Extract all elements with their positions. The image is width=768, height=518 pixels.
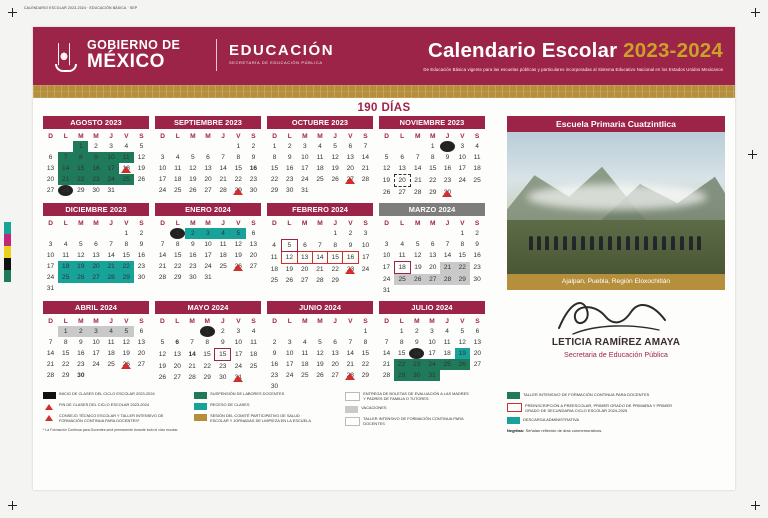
- month-noviembre-2023: NOVIEMBRE 2023 D L M M J V S 1 2 3 4 5 6 7 8 9 10 11 12 13 14 15 16 17 18 19 20 21 22 23 24 25 26 27 28 29 30: [379, 116, 485, 198]
- months-row: [43, 301, 491, 392]
- legend-swatch-grey: [345, 406, 358, 413]
- legend-item: [43, 403, 193, 410]
- legend-swatch-teal: [507, 417, 520, 424]
- month-title: NOVIEMBRE 2023: [379, 116, 485, 129]
- month-title: ABRIL 2024: [43, 301, 149, 314]
- registration-mark: [748, 150, 757, 159]
- legend-item: [345, 417, 485, 427]
- signature-block: [507, 290, 725, 362]
- education-brand: [229, 43, 334, 65]
- school-title: Escuela Primaria Cuatzintlica: [507, 116, 725, 132]
- legend-label: RECESO DE CLASES: [210, 402, 250, 407]
- legend-bold-note-text: Señalan reflexión de días conmemorativos.: [525, 428, 603, 433]
- photo-caption: Ajalpan, Puebla, Región Eloxochitlán: [507, 274, 725, 290]
- calendar-sheet: [33, 27, 735, 490]
- legend-label: FIN DE CLASES DEL CICLO ESCOLAR 2023-2024: [59, 402, 150, 407]
- registration-mark: [8, 8, 17, 17]
- poster-header: [33, 27, 735, 85]
- gobierno-line2: MÉXICO: [87, 51, 165, 73]
- legend-swatch-triangle: [43, 403, 56, 410]
- title-years: 2023-2024: [623, 39, 723, 62]
- legend-item: [194, 414, 344, 424]
- title-main: Calendario Escolar: [427, 39, 618, 62]
- legend-label: TALLER INTENSIVO DE FORMACIÓN CONTINUA PARA DOCENTES: [523, 392, 650, 397]
- header-divider: [216, 39, 217, 71]
- legend-swatch-green: [507, 392, 520, 399]
- legend-label: DESCARGA ADMINISTRATIVA: [523, 417, 580, 422]
- legend-item: [345, 392, 485, 402]
- legend-left: [43, 392, 491, 432]
- month-title: JULIO 2024: [379, 301, 485, 314]
- legend-right: [507, 392, 725, 433]
- print-code: CALENDARIO ESCOLAR 2023-2024 · EDUCACIÓN BÁSICA · SEP: [24, 6, 138, 10]
- legend-swatch-white: [345, 392, 360, 401]
- legend-swatch-triangle: [43, 414, 56, 421]
- legend-label: SUSPENSIÓN DE LABORES DOCENTES: [210, 391, 285, 396]
- color-calibration-bar: [4, 222, 11, 282]
- month-title: MAYO 2024: [155, 301, 261, 314]
- months-row: [43, 116, 491, 198]
- secretary-role: Secretaria de Educación Pública: [564, 350, 668, 359]
- month-title: OCTUBRE 2023: [267, 116, 373, 129]
- decorative-gold-band: [33, 85, 735, 98]
- month-octubre-2023: OCTUBRE 2023 D L M M J V S 1 2 3 4 5 6 7 8 9 10 11 12 13 14 15 16 17 18 19 20 21 22 23 24 25 26 27 28 29 30 31: [267, 116, 373, 198]
- registration-mark: [751, 8, 760, 17]
- legend-label: ENTREGA DE BOLETAS DE EVALUACIÓN A LAS MADRES Y PADRES DE FAMILIA O TUTORES: [363, 391, 469, 401]
- school-panel: [507, 116, 725, 362]
- legend-item: [507, 417, 725, 424]
- month-title: FEBRERO 2024: [267, 203, 373, 216]
- legend-label: VACACIONES: [361, 404, 387, 410]
- days-banner: [33, 98, 735, 116]
- students-group: [525, 228, 705, 250]
- month-julio-2024: JULIO 2024 D L M M J V S 1 2 3 4 5 6 7 8 9 10 11 12 13 14 15 16 17 18 19 20 21 22 23 24 25 26 27 28 29 30 31: [379, 301, 485, 392]
- month-diciembre-2023: DICIEMBRE 2023 D L M M J V S 1 2 3 4 5 6 7 8 9 10 11 12 13 14 15 16 17 18 19 20 21 22 23 24 25 26 27 28 29 30 31: [43, 203, 149, 296]
- registration-mark: [751, 501, 760, 510]
- month-title: SEPTIEMBRE 2023: [155, 116, 261, 129]
- educacion-sublabel: SECRETARÍA DE EDUCACIÓN PÚBLICA: [229, 60, 323, 65]
- title-subtitle: De Educación Básica vigente para las escuelas públicas y particulares incorporadas al Sistema Educativo Nacional en los Estados Unidos Mexicanos: [423, 67, 723, 72]
- legend-label: INICIO DE CLASES DEL CICLO ESCOLAR 2023-2024: [59, 391, 155, 396]
- legend-bold-note-label: Negritas:: [507, 428, 525, 433]
- legend-swatch-white: [345, 417, 360, 426]
- legend-label: SESIÓN DEL COMITÉ PARTICIPATIVO DE SALUD ESCOLAR Y JORNADAS DE LIMPIEZA EN LA ESCUELA: [210, 413, 311, 423]
- legend-swatch-gold: [194, 414, 207, 421]
- registration-mark: [8, 501, 17, 510]
- month-title: AGOSTO 2023: [43, 116, 149, 129]
- legend-item: [345, 406, 485, 413]
- educacion-label: EDUCACIÓN: [229, 42, 335, 59]
- month-agosto-2023: AGOSTO 2023 D L M M J V S 1 2 3 4 5 6 7 8 9 10 11 12 13 14 15 16 17 18 19 20 21 22 23 24 25 26 27 28 29 30 31: [43, 116, 149, 198]
- month-title: MARZO 2024: [379, 203, 485, 216]
- secretary-name: LETICIA RAMÍREZ AMAYA: [551, 337, 681, 348]
- month-title: JUNIO 2024: [267, 301, 373, 314]
- legend-label: PREINSCRIPCIÓN A PREESCOLAR, PRIMER GRADO DE PRIMARIA Y PRIMER GRADO DE SECUNDARIA CICLO ESCOLAR 2024-2025: [525, 403, 672, 413]
- legend-swatch-black: [43, 392, 56, 399]
- month-junio-2024: JUNIO 2024 D L M M J V S 1 2 3 4 5 6 7 8 9 10 11 12 13 14 15 16 17 18 19 20 21 22 23 24 25 26 27 28 29 30: [267, 301, 373, 392]
- month-abril-2024: ABRIL 2024 D L M M J V S 1 2 3 4 5 6 7 8 9 10 11 12 13 14 15 16 17 18 19 20 21 22 23 24 25 26 27 28 29 30: [43, 301, 149, 392]
- legend-swatch-green: [194, 392, 207, 399]
- legend-item: [43, 414, 193, 424]
- months-row: [43, 203, 491, 296]
- poster-title-block: [423, 39, 723, 72]
- month-enero-2024: ENERO 2024 D L M M J V S 1 2 3 4 5 6 7 8 9 10 11 12 13 14 15 16 17 18 19 20 21 22 23 24 25 26 27 28 29 30 31: [155, 203, 261, 296]
- legend-label: CONSEJO TÉCNICO ESCOLAR Y TALLER INTENSIVO DE FORMACIÓN CONTINUA PARA DOCENTES*: [59, 413, 164, 423]
- government-logo: [47, 37, 180, 73]
- eagle-icon: [47, 37, 81, 73]
- signature-icon: [553, 294, 673, 338]
- legend-label: TALLER INTENSIVO DE FORMACIÓN CONTINUA PARA DOCENTES: [363, 415, 464, 426]
- gobierno-line1: GOBIERNO DE: [87, 37, 181, 52]
- month-febrero-2024: FEBRERO 2024 D L M M J V S 1 2 3 4 5 6 7 8 9 10 11 12 13 14 15 16 17 18 19 20 21 22 23 24 25 26 27 28 29: [267, 203, 373, 296]
- legend-item: [194, 392, 344, 399]
- month-mayo-2024: MAYO 2024 D L M M J V S 1 2 3 4 5 6 7 8 9 10 11 12 13 14 15 15 17 18 19 20 21 22 23 24 25 26 27 28 29 30 31: [155, 301, 261, 392]
- month-marzo-2024: MARZO 2024 D L M M J V S 1 2 3 4 5 6 7 8 9 10 11 12 13 14 15 16 17 18 19 20 21 22 23 24 25 26 27 28 29 30 31: [379, 203, 485, 296]
- legend-footnote: * La Formación Continua para Docentes será permanente durante todo el ciclo escolar.: [43, 427, 179, 432]
- legend-item: [507, 403, 725, 413]
- month-septiembre-2023: SEPTIEMBRE 2023 D L M M J V S 1 2 3 4 5 6 7 8 9 10 11 12 13 14 15 16 17 18 19 20 21 22 23 24 25 26 27 28 29 30: [155, 116, 261, 198]
- legend-item: [43, 392, 193, 399]
- legend-item: [194, 403, 344, 410]
- page-title: [423, 39, 723, 63]
- legend-swatch-redbox: [507, 403, 522, 412]
- school-photo: [507, 132, 725, 290]
- legend-bold-note: [507, 428, 725, 433]
- legend-item: [507, 392, 725, 399]
- legend-swatch-teal: [194, 403, 207, 410]
- months-grid: [43, 116, 491, 397]
- days-banner-label: 190 DÍAS: [357, 102, 411, 114]
- month-title: DICIEMBRE 2023: [43, 203, 149, 216]
- month-title: ENERO 2024: [155, 203, 261, 216]
